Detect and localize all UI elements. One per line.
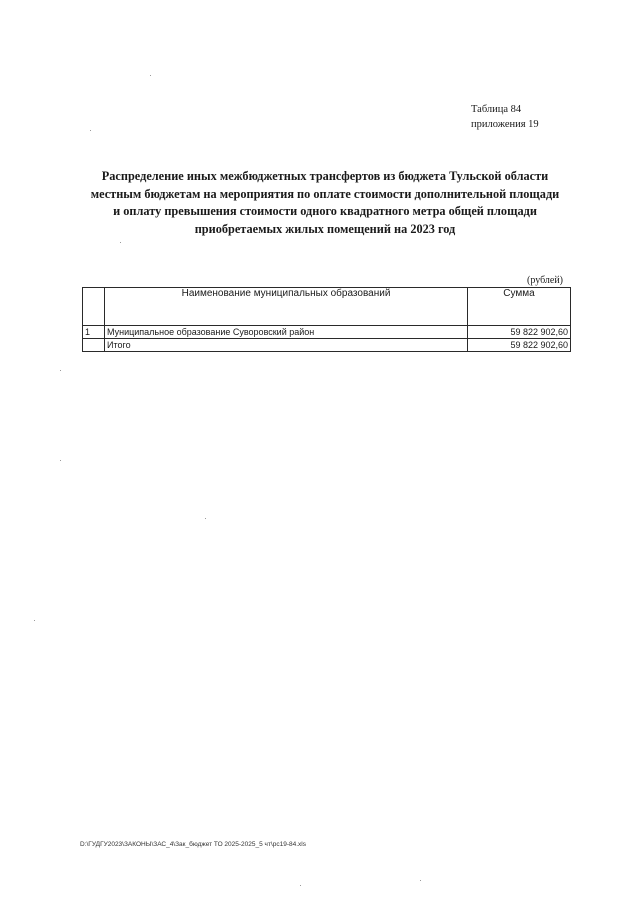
appendix-reference: приложения 19 bbox=[471, 119, 539, 130]
title-line: приобретаемых жилых помещений на 2023 год bbox=[194, 221, 456, 236]
scan-speck bbox=[60, 370, 61, 371]
title-line: местным бюджетам на мероприятия по оплате стоимости дополнительной площади bbox=[90, 186, 560, 201]
total-label: Итого bbox=[105, 339, 468, 352]
table-reference bbox=[471, 102, 539, 132]
scan-speck bbox=[150, 75, 151, 76]
scan-speck bbox=[60, 460, 61, 461]
header-sum: Сумма bbox=[468, 288, 571, 326]
header-number bbox=[83, 288, 105, 326]
total-number bbox=[83, 339, 105, 352]
table-header-row bbox=[83, 288, 571, 326]
units-label: (рублей) bbox=[527, 275, 564, 286]
scan-speck bbox=[34, 620, 35, 621]
header-municipality: Наименование муниципальных образований bbox=[105, 288, 468, 326]
title-line: и оплату превышения стоимости одного квадратного метра общей площади bbox=[113, 204, 537, 218]
scan-speck bbox=[120, 242, 121, 243]
scan-speck bbox=[300, 885, 301, 886]
scan-speck bbox=[90, 130, 91, 131]
row-sum: 59 822 902,60 bbox=[468, 326, 571, 339]
table-total-row bbox=[83, 339, 571, 352]
row-municipality: Муниципальное образование Суворовский район bbox=[105, 326, 468, 339]
scan-speck bbox=[420, 880, 421, 881]
table-number: Таблица 84 bbox=[471, 104, 522, 115]
table-row bbox=[83, 326, 571, 339]
row-number: 1 bbox=[83, 326, 105, 339]
total-sum: 59 822 902,60 bbox=[468, 339, 571, 352]
file-path-footer: D:\ГУДГУ2023\ЗАКОНЫ\ЗАС_4\Зак_бюджет ТО 2025-2025_5 чт\рс19-84.xls bbox=[80, 841, 306, 848]
title-line: Распределение иных межбюджетных трансфертов из бюджета Тульской области bbox=[101, 169, 549, 183]
document-title bbox=[70, 168, 580, 238]
distribution-table bbox=[82, 287, 571, 352]
scan-speck bbox=[205, 518, 206, 519]
